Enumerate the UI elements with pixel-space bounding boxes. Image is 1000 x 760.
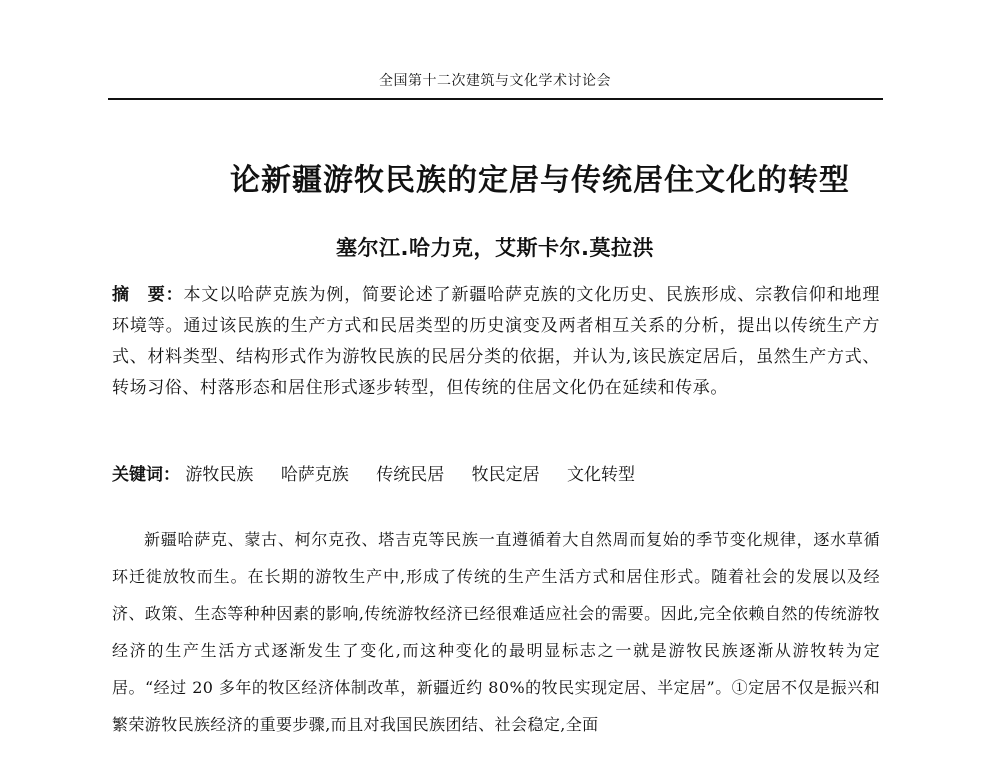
keyword: 牧民定居: [471, 465, 540, 485]
keywords-label: 关键词：: [112, 465, 180, 485]
abstract: [112, 280, 880, 404]
keyword: 文化转型: [567, 465, 636, 485]
keywords: [112, 461, 880, 489]
paper-title: 论新疆游牧民族的定居与传统居住文化的转型: [230, 163, 850, 198]
keyword: 哈萨克族: [280, 465, 349, 485]
body-paragraph: 新疆哈萨克、蒙古、柯尔克孜、塔吉克等民族一直遵循着大自然周而复始的季节变化规律，逐水草循环迁徙放牧而生。在长期的游牧生产中,形成了传统的生产生活方式和居住形式。随着社会的发展以及经济、政策、生态等种种因素的影响,传统游牧经济已经很难适应社会的需要。因此,完全依赖自然的传统游牧经济的生产生活方式逐渐发生了变化,而这种变化的最明显标志之一就是游牧民族逐渐从游牧转为定居。“经过 20 多年的牧区经济体制改革，新疆近约 80%的牧民实现定居、半定居”。①定居不仅是振兴和繁荣游牧民族经济的重要步骤,而且对我国民族团结、社会稳定,全面: [112, 530, 880, 734]
authors: 塞尔江.哈力克，艾斯卡尔.莫拉洪: [336, 236, 654, 260]
abstract-text: 本文以哈萨克族为例，简要论述了新疆哈萨克族的文化历史、民族形成、宗教信仰和地理环境等。通过该民族的生产方式和民居类型的历史演变及两者相互关系的分析，提出以传统生产方式、材料类型、结构形式作为游牧民族的民居分类的依据，并认为,该民族定居后，虽然生产方式、转场习俗、村落形态和居住形式逐步转型，但传统的住居文化仍在延续和传承。: [112, 285, 880, 398]
abstract-label: 摘 要：: [112, 285, 184, 305]
header-rule: [108, 98, 883, 100]
running-header: 全国第十二次建筑与文化学术讨论会: [379, 73, 611, 89]
keyword: 游牧民族: [185, 465, 254, 485]
keyword: 传统民居: [376, 465, 445, 485]
